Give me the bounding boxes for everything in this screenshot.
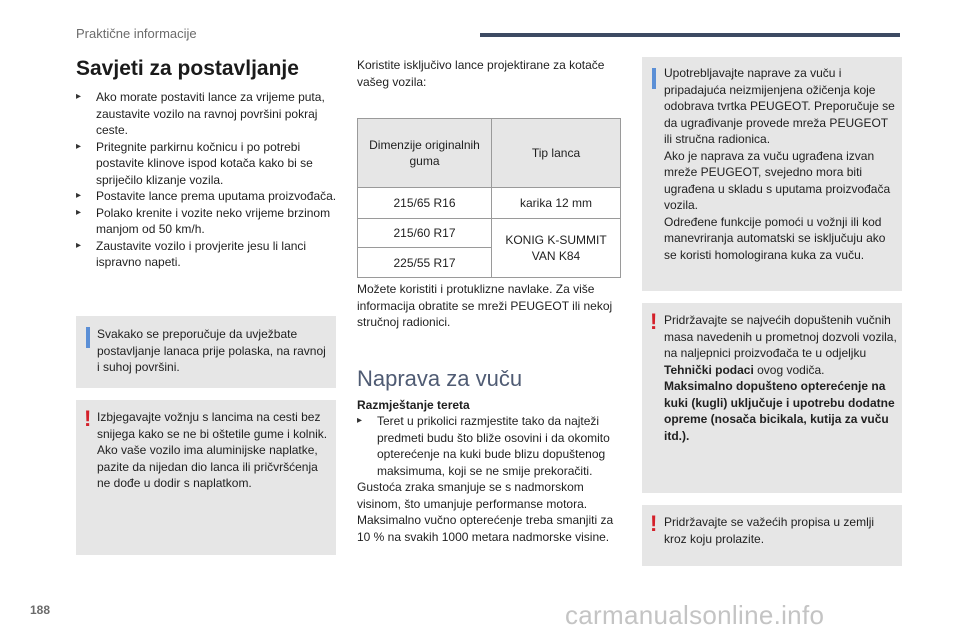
mounting-tips-list — [76, 89, 340, 271]
bold-paragraph: Maksimalno dopušteno opterećenje na kuki (kugli) uključuje i upotrebu dodatne opreme (nosača bicikala, kutija za vuču itd.). — [664, 379, 895, 443]
towing-info-text — [664, 65, 898, 263]
exclamation-icon: ! — [84, 406, 92, 431]
list-item: ▸ Teret u prikolici razmjestite tako da najteži predmeti budu što bliže osovini i da okomito opterećenje na kuki bude blizu dopuštenog maksimuma, koji se ne smije prekoračiti. — [357, 413, 619, 479]
chains-intro: Koristite isključivo lance projektirane za kotače vašeg vozila: — [357, 58, 605, 89]
table-row — [358, 188, 621, 219]
regulations-warning-box — [642, 505, 902, 566]
load-list — [357, 413, 619, 479]
cross-reference: Tehnički podaci — [664, 362, 754, 377]
subsection-title: Razmještanje tereta — [357, 398, 470, 412]
table-row — [358, 219, 621, 248]
info-box-text: Svakako se preporučuje da uvježbate postavljanje lanaca prije polaska, na ravnoj i suhoj površini. — [97, 327, 326, 374]
altitude-paragraph: Gustoća zraka smanjuje se s nadmorskom visinom, što umanjuje performanse motora. Maksimalno vučno opterećenje treba smanjiti za 10 % na svakih 1000 metara nadmorske visine. — [357, 480, 614, 544]
page-number: 188 — [30, 603, 51, 617]
section-label: Praktične informacije — [76, 26, 197, 41]
list-item: ▸ Postavite lance prema uputama proizvođača. — [76, 188, 340, 205]
table-cell: KONIG K-SUMMIT VAN K84 — [492, 219, 621, 278]
paragraph: Ako je naprava za vuču ugrađena izvan mreže PEUGEOT, svejedno mora biti ugrađena u skladu s uputama proizvođača vozila. — [664, 148, 891, 212]
table-cell: 215/60 R17 — [358, 219, 492, 248]
section-title: Naprava za vuču — [357, 366, 523, 391]
regulations-text: Pridržavajte se važećih propisa u zemlji kroz koju prolazite. — [664, 515, 875, 546]
warning-box — [76, 400, 336, 555]
paragraph: Upotrebljavajte naprave za vuču i pripadajuća neizmijenjena ožičenja koje odobrava tvrtka PEUGEOT. Preporučuje se da ugrađivanje provede mreža PEUGEOT ili stručna radionica. — [664, 66, 895, 146]
towing-warning-box — [642, 303, 902, 493]
table-header-cell: Dimenzije originalnih guma — [358, 119, 492, 188]
info-mark-icon — [652, 68, 656, 89]
snow-socks-note: Možete koristiti i protuklizne navlake. Za više informacija obratite se mreži PEUGEOT ili nekoj stručnoj radionici. — [357, 282, 613, 329]
text-span: Pridržavajte se najvećih dopuštenih vučnih masa navedenih u prometnoj dozvoli vozila, na naljepnici proizvođača te u odjeljku — [664, 313, 897, 360]
warning-box-text: Izbjegavajte vožnju s lancima na cesti bez snijega kako se ne bi oštetile gume i kolnik. Ako vaše vozilo ima aluminijske naplatke, pazite da nijedan dio lanca ili pričvršćenja ne dođe u dodir s naplatkom. — [97, 410, 328, 490]
list-item: ▸ Pritegnite parkirnu kočnicu i po potrebi postavite klinove ispod kotača kako bi se spriječilo klizanje vozila. — [76, 139, 340, 189]
towing-warning-text — [664, 312, 900, 444]
text-span: ovog vodiča. — [753, 362, 825, 377]
header-accent-bar — [480, 33, 900, 37]
paragraph — [664, 312, 900, 378]
towing-info-box — [642, 57, 902, 291]
table-header-row — [358, 119, 621, 188]
watermark: carmanualsonline.info — [565, 600, 825, 630]
page-title: Savjeti za postavljanje — [76, 57, 299, 80]
table-cell: 225/55 R17 — [358, 248, 492, 278]
table-cell: 215/65 R16 — [358, 188, 492, 219]
list-item: ▸ Ako morate postaviti lance za vrijeme puta, zaustavite vozilo na ravnoj površini pokraj ceste. — [76, 89, 340, 139]
list-item: ▸ Polako krenite i vozite neko vrijeme brzinom manjom od 50 km/h. — [76, 205, 340, 238]
exclamation-icon: ! — [650, 309, 658, 334]
exclamation-icon: ! — [650, 511, 658, 536]
tire-chain-table — [357, 118, 621, 278]
table-header-cell: Tip lanca — [492, 119, 621, 188]
info-box — [76, 316, 336, 388]
paragraph: Određene funkcije pomoći u vožnji ili kod manevriranja automatski se isključuju ako se koristi homologirana kuka za vuču. — [664, 214, 886, 262]
list-item: ▸ Zaustavite vozilo i provjerite jesu li lanci ispravno napeti. — [76, 238, 340, 271]
info-mark-icon — [86, 327, 90, 348]
table-cell: karika 12 mm — [492, 188, 621, 219]
